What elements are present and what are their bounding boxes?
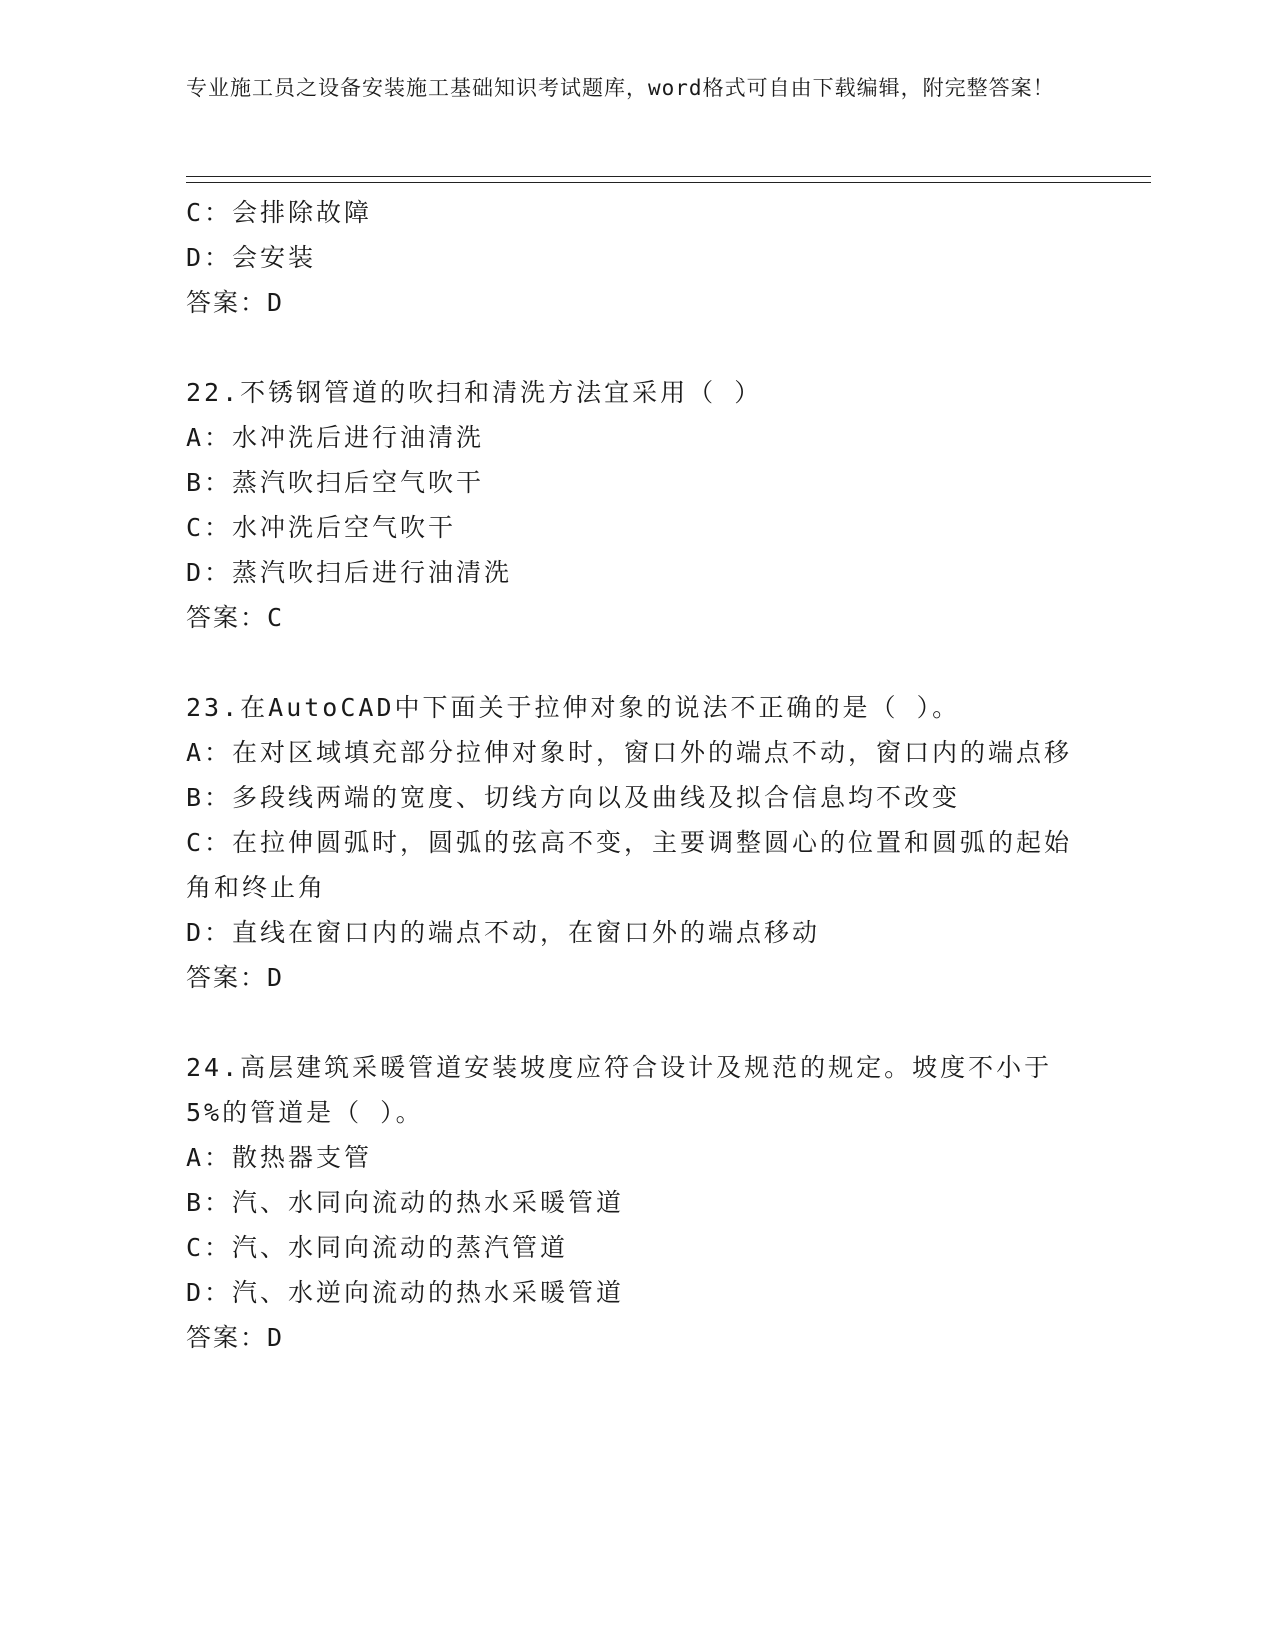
option-a: A：散热器支管	[186, 1143, 373, 1172]
option-b: B：多段线两端的宽度、切线方向以及曲线及拟合信息均不改变	[186, 783, 961, 812]
question-22	[186, 370, 1076, 640]
document-header	[186, 72, 1066, 104]
answer: 答案：D	[186, 1323, 285, 1352]
answer: 答案：D	[186, 288, 285, 317]
previous-question-tail	[186, 190, 1076, 325]
question-23	[186, 685, 1076, 1000]
option-c: C：汽、水同向流动的蒸汽管道	[186, 1233, 569, 1262]
option-c: C：水冲洗后空气吹干	[186, 513, 457, 542]
question-text: 23.在AutoCAD中下面关于拉伸对象的说法不正确的是（ ）。	[186, 693, 961, 722]
option-c: C：会排除故障	[186, 198, 373, 227]
spacer	[186, 325, 1076, 370]
header-divider-top	[186, 176, 1151, 177]
option-c: C：在拉伸圆弧时，圆弧的弦高不变，主要调整圆心的位置和圆弧的起始角和终止角	[186, 828, 1073, 902]
question-24	[186, 1045, 1076, 1360]
header-title: 专业施工员之设备安装施工基础知识考试题库，word格式可自由下载编辑，附完整答案！	[186, 76, 1055, 100]
option-d: D：蒸汽吹扫后进行油清洗	[186, 558, 513, 587]
spacer	[186, 640, 1076, 685]
question-text: 22.不锈钢管道的吹扫和清洗方法宜采用（ ）	[186, 378, 763, 407]
answer: 答案：D	[186, 963, 285, 992]
question-text: 24.高层建筑采暖管道安装坡度应符合设计及规范的规定。坡度不小于5%的管道是（ ）。	[186, 1053, 1053, 1127]
option-d: D：直线在窗口内的端点不动，在窗口外的端点移动	[186, 918, 821, 947]
option-b: B：汽、水同向流动的热水采暖管道	[186, 1188, 625, 1217]
option-a: A：在对区域填充部分拉伸对象时，窗口外的端点不动，窗口内的端点移	[186, 738, 1073, 767]
option-d: D：会安装	[186, 243, 317, 272]
question-list	[186, 190, 1076, 1360]
option-d: D：汽、水逆向流动的热水采暖管道	[186, 1278, 625, 1307]
header-divider-bottom	[186, 182, 1151, 183]
answer: 答案：C	[186, 603, 285, 632]
spacer	[186, 1000, 1076, 1045]
option-a: A：水冲洗后进行油清洗	[186, 423, 485, 452]
option-b: B：蒸汽吹扫后空气吹干	[186, 468, 485, 497]
